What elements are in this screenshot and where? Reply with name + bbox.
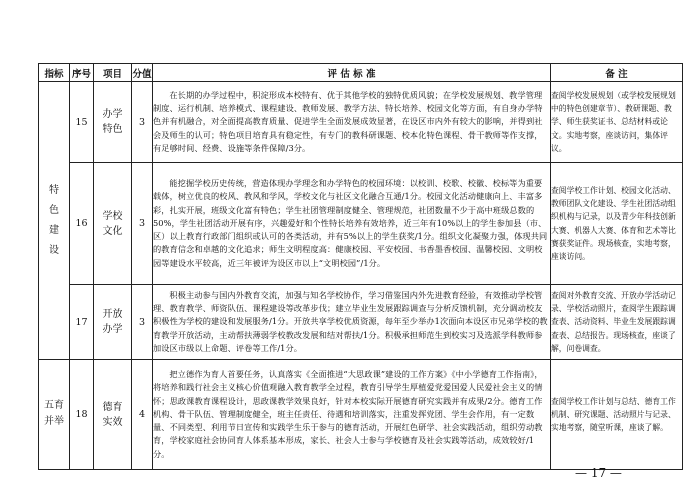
item-name-cell: [94, 285, 132, 360]
score-value: 3: [132, 285, 153, 360]
item-name: 办学特色: [102, 109, 123, 135]
row-number: 15: [70, 82, 94, 163]
category-cell: [39, 82, 70, 360]
header-xuhao: 序号: [70, 64, 94, 82]
remark-text: 查阅学校工作计划、校园文化活动、教师团队文化建设、学生社团活动组织机构与记录，以及青少年科技创新大赛、机器人大赛、体育和艺术等比赛获奖证件。现场核查，实地考察，座谈访问。: [551, 163, 683, 285]
remark-text: 查阅学校工作计划与总结、德育工作机制、研究课题、活动照片与记录、实地考察，随堂听课，座谈了解。: [551, 360, 683, 470]
item-name-cell: [94, 163, 132, 285]
table-row: [39, 360, 683, 470]
item-name: 德育实效: [102, 401, 123, 428]
category-label: 五育并举: [44, 399, 64, 427]
standard-text: 能挖掘学校历史传统，营造体现办学理念和办学特色的校园环境：以校训、校歌、校徽、校标等为重要载体，树立优良的校风、教风和学风，学校文化与社区文化融合互通/1分。校园文化活动健康向上、丰富多彩，扎实开展，班级文化富有特色；学生社团管理制度健全、管理规范，社团数量不少于高中班级总数的50%，学生社团活动开展有序，兴趣爱好和个性特长培养有效培养，近三年有10%以上的学生参加县（市、区）以上教育行政部门组织或认可的各类活动，并有5%以上的学生获奖/1分。组织文化凝聚力强，体现共同的教育信念和卓越的文化追求；师生文明程度高：健康校园、平安校园、书香墨香校园、温馨校园、文明校园等建设水平较高，近三年被评为设区市以上“文明校园”/1分。: [153, 163, 551, 285]
table-row: [39, 285, 683, 360]
header-fenzhi: 分值: [132, 64, 153, 82]
header-standard: 评 估 标 准: [153, 64, 551, 82]
score-value: 4: [132, 360, 153, 470]
header-xiangmu: 项目: [94, 64, 132, 82]
row-number: 18: [70, 360, 94, 470]
category-label: 特色建设: [49, 184, 59, 256]
evaluation-table: [38, 63, 683, 470]
header-zhibiao: 指标: [39, 64, 70, 82]
item-name: 开放办学: [102, 309, 123, 335]
item-name-cell: [94, 82, 132, 163]
table-row: [39, 82, 683, 163]
item-name-cell: [94, 360, 132, 470]
score-value: 3: [132, 82, 153, 163]
item-name: 学校文化: [102, 210, 123, 237]
category-cell: [39, 360, 70, 470]
standard-text: 积极主动参与国内外教育交流，加强与知名学校协作，学习借鉴国内外先进教育经验，有效推动学校管理、教育教学、师资队伍、课程建设等改革步伐；建立毕业生发展跟踪调查与分析反馈机制，充分调动校友积极性为学校的建设和发展服务/1分。开放共享学校优质资源，每年至少举办1次面向本设区市兄弟学校的教育教学开放活动，主动帮扶薄弱学校教改发展和结对帮扶/1分。积极承担师范生到校实习及选派学科教师参加设区市级以上命题、评卷等工作/1分。: [153, 285, 551, 360]
score-value: 3: [132, 163, 153, 285]
standard-text: 在长期的办学过程中，积淀形成本校特有、优于其他学校的独特优质风貌；在学校发展规划、教学管理制度、运行机制、培养模式、课程建设、教师发展、教学方法、特长培养、校园文化等方面，有自身办学特色并有机融合，对全面提高教育质量、促进学生全面发展成效显著，在设区市内外有较大的影响，并得到社会及师生的认可；特色项目培育具有稳定性，有专门的教科研课题、校本化特色课程、骨干教师等作支撑，有足够时间、经费、设施等条件保障/3分。: [153, 82, 551, 163]
page-number: — 17 —: [575, 466, 622, 480]
header-remark: 备 注: [551, 64, 683, 82]
table-row: [39, 163, 683, 285]
row-number: 16: [70, 163, 94, 285]
evaluation-table-container: [38, 63, 682, 470]
remark-text: 查阅学校发展规划（或学校发展规划中的特色创建章节）、教研课题、教学、师生获奖证书、总结材料或论文。实地考察，座谈访问，集体评议。: [551, 82, 683, 163]
remark-text: 查阅对外教育交流、开放办学活动记录、学校活动照片，查阅学生跟踪调查表、活动资料、毕业生发展跟踪调查表、总结报告。现场核查，座谈了解，问卷调查。: [551, 285, 683, 360]
standard-text: 把立德作为育人首要任务，认真落实《全面推进“大思政课”建设的工作方案》《中小学德育工作指南》，将培养和践行社会主义核心价值观融入教育教学全过程，教育引导学生厚植爱党爱国爱人民爱社会主义的情怀；思政课教育课程设计，思政课教学效果良好，针对本校实际开展德育研究实践并有成果/2分。德育工作机构、骨干队伍、管理制度健全，班主任责任、待遇和培训落实，注重发挥党团、学生会作用，有一定数量、不同类型、利用节日宣传和实践学生乐于参与的德育活动，开展红色研学、社会实践活动，组织劳动教育，学校家庭社会协同育人体系基本形成，家长、社会人士参与学校德育及社会实践等活动，成效较好/1分。: [153, 360, 551, 470]
table-header-row: [39, 64, 683, 82]
row-number: 17: [70, 285, 94, 360]
